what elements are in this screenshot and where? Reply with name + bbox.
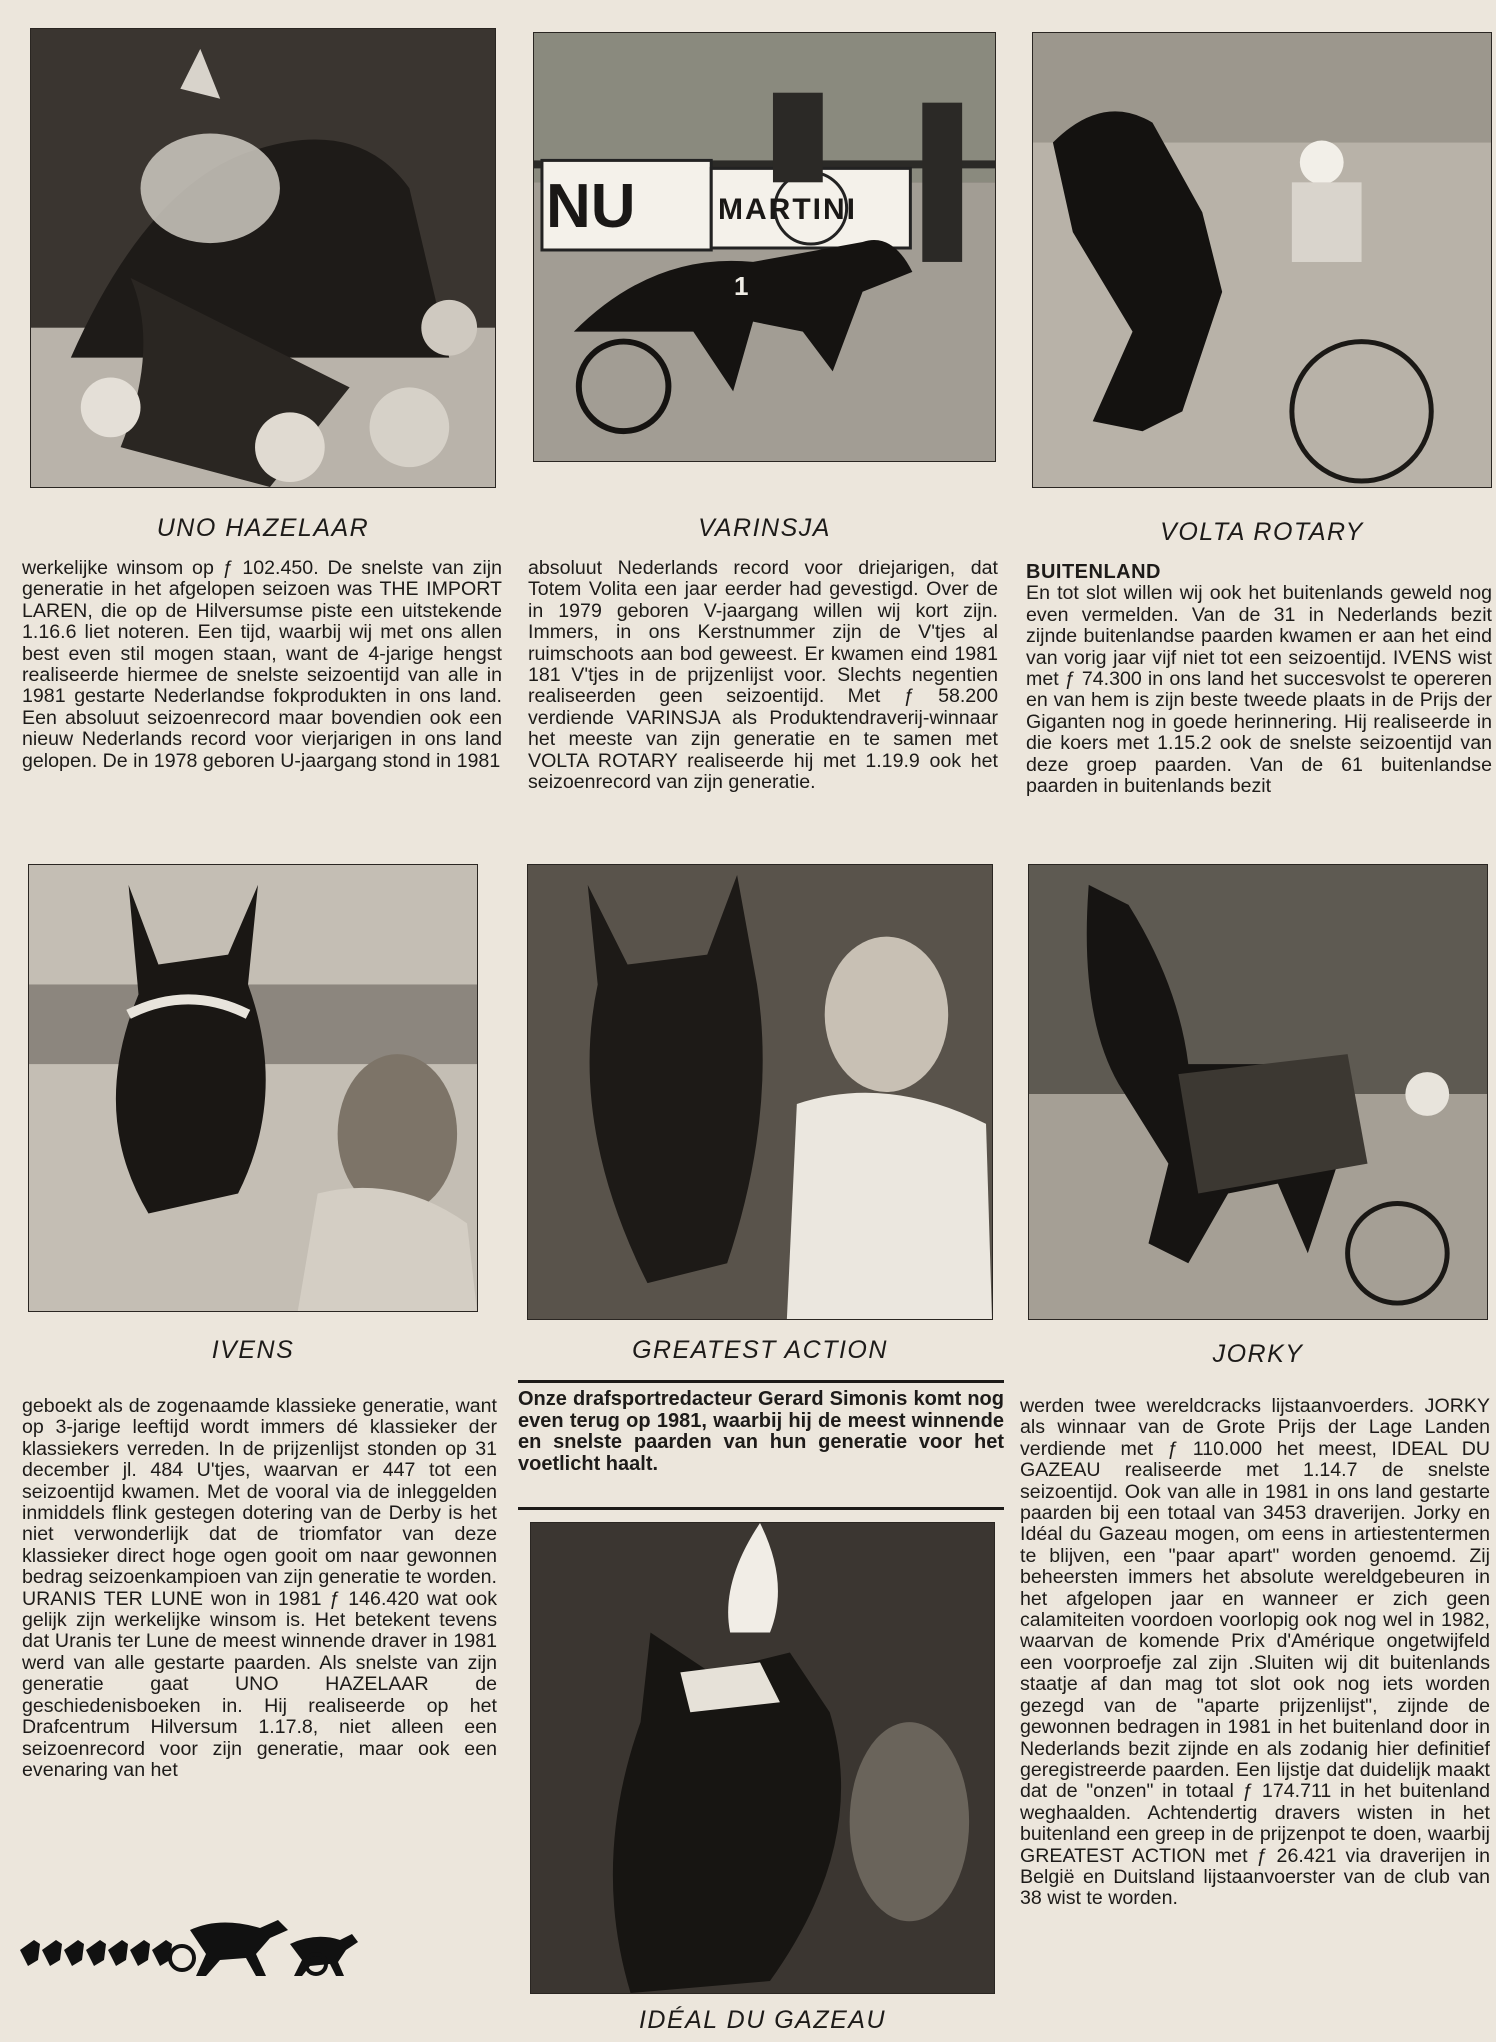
photo-volta-rotary xyxy=(1032,32,1492,488)
photo-greatest-action xyxy=(527,864,993,1320)
section-heading-buitenland: BUITENLAND xyxy=(1026,562,1161,583)
article-column-2-top: absoluut Nederlands record voor driejarigen, dat Totem Volita een jaar eerder had gevestigd. Over de in 1979 geboren V-jaargang willen wij kort zijn. Immers, in ons Kerstnummer zijn de V'tjes al ruimschoots aan bod geweest. Er kwamen eind 1981 181 V'tjes in de prijzenlijst voor. Slechts negentien realiseerden geen seizoentijd. Met ƒ 58.200 verdiende VARINSJA als Produktendraverij-winnaar het meeste van zijn generatie en te samen met VOLTA ROTARY realiseerde hij met 1.19.9 ook het seizoenrecord van zijn generatie. xyxy=(528,558,998,794)
caption-ivens: IVENS xyxy=(211,1336,295,1364)
photo-jorky xyxy=(1028,864,1488,1320)
caption-ideal-du-gazeau: IDÉAL DU GAZEAU xyxy=(638,2006,887,2034)
photo-uno-hazelaar xyxy=(30,28,496,488)
caption-jorky: JORKY xyxy=(1212,1340,1304,1368)
trotters-silhouette-logo xyxy=(20,1910,360,1984)
buitenland-text: En tot slot willen wij ook het buitenlands geweld nog even vermelden. Van de 31 in Nederlands bezit zijnde buitenlandse paarden kwamen er aan het eind van vorig jaar vijf niet tot een seizoentijd. IVENS wist met ƒ 74.300 in ons land het succesvolst te opereren en van hem is zijn beste tweede plaats in de Prijs der Giganten nog in goede herinnering. Hij realiseerde in die koers met 1.15.2 ook de snelste seizoentijd van deze groep paarden. Van de 61 buitenlandse paarden in buitenlands bezit xyxy=(1026,582,1492,798)
article-column-1-bottom: geboekt als de zogenaamde klassieke generatie, want op 3-jarige leeftijd wordt immers dé klassieker der klassiekers verreden. In de prijzenlijst stonden op 31 december jl. 484 U'tjes, waarvan er 447 tot een seizoentijd kwamen. Met de vooral via de inleggelden inmiddels flink gestegen dotering van de Derby is het niet verwonderlijk dat de triomfator van deze klassieker direct hoge ogen gooit om naar gewonnen bedrag seizoenkampioen van zijn generatie te worden. URANIS TER LUNE won in 1981 ƒ 146.420 wat ook gelijk zijn werkelijke winsom is. Het betekent tevens dat Uranis ter Lune de meest winnende draver in 1981 werd van alle gestarte paarden. Als snelste van zijn generatie gaat UNO HAZELAAR de geschiedenisboeken in. Hij realiseerde op het Drafcentrum Hilversum 1.17.8, niet alleen een seizoenrecord voor zijn generatie, maar ook een evenaring van het xyxy=(22,1396,497,1781)
article-column-1-top: werkelijke winsom op ƒ 102.450. De snelste van zijn generatie in het afgelopen seizoen was THE IMPORT LAREN, die op de Hilversumse piste een uitstekende 1.16.6 liet noteren. Een tijd, waarbij wij met ons allen best even stil mogen staan, want de 4-jarige hengst realiseerde hiermee de snelste seizoentijd van alle in 1981 gestarte Nederlandse fokprodukten in ons land. Een absoluut seizoenrecord maar bovendien ook een nieuw Nederlands record voor vierjarigen in ons land gelopen. De in 1978 geboren U-jaargang stond in 1981 xyxy=(22,558,502,772)
martini-sign-text: MARTINI xyxy=(718,193,857,226)
article-column-3-top xyxy=(1026,562,1492,853)
article-column-3-bottom: werden twee wereldcracks lijstaanvoerders. JORKY als winnaar van de Grote Prijs der Lage Landen verdiende met ƒ 110.000 het meest, IDEAL DU GAZEAU realiseerde met 1.14.7 de snelste seizoentijd. Ook van alle in 1981 in ons land gestarte paarden bij een totaal van 3453 draverijen. Jorky en Idéal du Gazeau mogen, om eens in artiestentermen te blijven, een "paar apart" worden genoemd. Zij beheersten immers het absolute wereldgebeuren in het afgelopen jaar en wanneer er zich geen calamiteiten voordoen voorlopig ook nog wel in 1982, waarvan de komende Prix d'Amérique ongetwijfeld een voorproefje zal zijn .Sluiten wij dit buitenlands staatje af dan mag tot slot ook nog iets worden gezegd van de "aparte prijzenlijst", zijnde de gewonnen bedragen in 1981 in het buitenland door in Nederlands bezit zijnde en als zodanig hier definitief geregistreerde paarden. Een lijstje dat duidelijk maakt dat de "onzen" in totaal ƒ 174.711 in het buitenland weghaalden. Achtendertig dravers wisten in het buitenland een greep in de prijzenpot te doen, waarbij GREATEST ACTION met ƒ 26.421 via draverijen in België en Duitsland lijstaanvoerster van de club van 38 wist te worden. xyxy=(1020,1396,1490,1910)
photo-varinsja xyxy=(533,32,996,462)
photo-ivens xyxy=(28,864,478,1312)
sulky-number-text: 1 xyxy=(734,271,749,301)
author-intro: Onze drafsportredacteur Gerard Simonis komt nog even terug op 1981, waarbij hij de meest winnende en snelste paarden van hun generatie voor het voetlicht haalt. xyxy=(518,1380,1004,1510)
caption-varinsja: VARINSJA xyxy=(698,514,831,542)
photo-ideal-du-gazeau xyxy=(530,1522,995,1994)
nu-sign-text: NU xyxy=(546,172,636,241)
caption-greatest-action: GREATEST ACTION xyxy=(632,1336,888,1364)
caption-uno-hazelaar: UNO HAZELAAR xyxy=(156,514,370,542)
caption-volta-rotary: VOLTA ROTARY xyxy=(1160,518,1364,546)
